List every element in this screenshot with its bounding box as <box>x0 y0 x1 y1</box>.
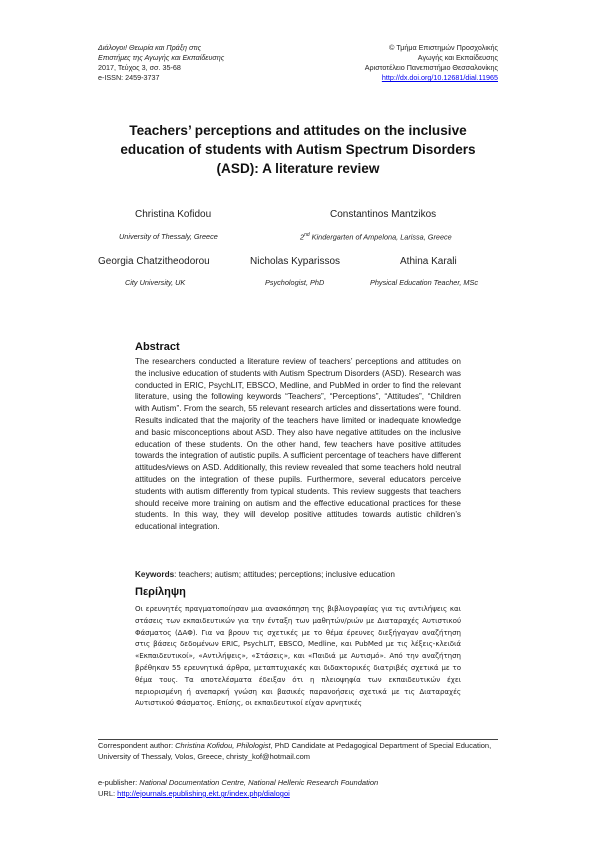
author-name: Nicholas Kyparissos <box>250 256 341 267</box>
author-affiliation: City University, UK <box>125 278 186 287</box>
author-name: Georgia Chatzitheodorou <box>98 256 210 267</box>
author-affiliation: University of Thessaly, Greece <box>119 232 218 241</box>
author-affiliation: Physical Education Teacher, MSc <box>370 278 479 287</box>
journal-header-right <box>365 43 498 83</box>
footnote-divider <box>98 739 498 740</box>
greek-abstract-text: Οι ερευνητές πραγματοποίησαν μια ανασκόπηση της βιβλιογραφίας για τις αντιλήψεις και στάσεις των εκπαιδευτικών για την ένταξη των μαθητών/ριών με Διαταραχές Αυτιστικού Φάσματος (ΔΑΦ). Για να βρουν τις σχετικές με το θέμα έρευνες διεξήγαγαν αναζήτηση στις βάσεις δεδομένων ERIC, PsychLIT, EBSCO, Medline, και PubMed με τις λέξεις-κλειδιά «Εκπαιδευτικοί», «Αντιλήψεις», «Στάσεις», και «Παιδιά με Αυτισμό». Από την αναζήτηση βρέθηκαν 55 ερευνητικά άρθρα, μεταπτυχιακές και διδακτορικές διατριβές σχετικά με το θέμα τους. Τα αποτελέσματα έδειξαν ότι η πλειοψηφία των εκπαιδευτικών έχει περιορισμένη ή ανεπαρκή γνώση και βασικές παρανοήσεις σχετικά με τις Διαταραχές Αυτιστικού Φάσματος. Επίσης, οι εκπαιδευτικοί είχαν αρνητικές <box>135 604 461 708</box>
paper-title <box>98 121 498 178</box>
url-note: URL: http://ejournals.epublishing.ekt.gr/index.php/dialogoi <box>98 789 290 798</box>
issn: e-ISSN: 2459-3737 <box>98 73 160 82</box>
keywords-label: Keywords <box>135 570 175 579</box>
author-name: Constantinos Mantzikos <box>330 209 437 220</box>
issue-info: 2017, Τεύχος 3, σσ. 35-68 <box>98 63 181 72</box>
journal-header-left <box>98 43 224 83</box>
author-name: Christina Kofidou <box>135 209 212 220</box>
journal-url-link[interactable]: http://ejournals.epublishing.ekt.gr/index.php/dialogoi <box>117 789 290 798</box>
doi-link[interactable]: http://dx.doi.org/10.12681/dial.11965 <box>381 73 498 82</box>
copyright-line1: © Τμήμα Επιστημών Προσχολικής <box>389 43 498 52</box>
greek-abstract-heading: Περίληψη <box>135 586 186 598</box>
abstract-heading: Abstract <box>135 341 180 353</box>
journal-name-line2: Επιστήμες της Αγωγής και Εκπαίδευσης <box>98 53 225 62</box>
abstract-text: The researchers conducted a literature review of teachers’ perceptions and attitudes on the inclusive education of students with Autism Spectrum Disorders (ASD). Research was conducted in ERIC, PsychLIT, EBSCO, Medline, and PubMed in order to find the relevant literature, using the following keywords “Teachers”, “Perceptions”, “Attitudes”, “Children with Autism”. From the search, 55 relevant research articles and dissertations were found. Results indicated that the majority of the teachers have limited or inadequate knowledge and basic misconceptions about ASD. They also have negative attitudes on the inclusive education of these students. On the other hand, few teachers have positive attitudes towards the integration of autistic pupils. A sufficient percentage of teachers have different attitudes/views on ASD. Additionally, this review revealed that some teachers hold neutral attitudes on the integration of these pupils. Furthermore, several educators perceive students with autism differently from typical students. This review suggests that teachers should receive more training on autism and the effective educational practices for these students. In this way, they will develop positive attitudes towards autistic children’s educational integration. <box>135 357 461 532</box>
keywords <box>135 569 461 581</box>
keywords-list: : teachers; autism; attitudes; perceptions; inclusive education <box>174 570 395 579</box>
university-line: Αριστοτέλειο Πανεπιστήμιο Θεσσαλονίκης <box>364 63 498 72</box>
title-line1: Teachers’ perceptions and attitudes on the inclusive <box>129 123 467 138</box>
author-name: Athina Karali <box>400 256 457 267</box>
author-affiliation: 2nd Kindergarten of Ampelona, Larissa, Greece <box>300 232 452 242</box>
title-line3: (ASD): A literature review <box>216 161 380 176</box>
journal-name-line1: Διάλογοι! Θεωρία και Πράξη στις <box>98 43 202 52</box>
title-line2: education of students with Autism Spectrum Disorders <box>120 142 476 157</box>
copyright-line2: Αγωγής και Εκπαίδευσης <box>417 53 498 62</box>
correspondence-note: Correspondent author: Christina Kofidou, Philologist, PhD Candidate at Pedagogical Department of Special Education, University of Thessaly, Volos, Greece, christy_kof@hotmail.com <box>98 741 492 761</box>
publisher-note: e-publisher: National Documentation Centre, National Hellenic Research Foundation <box>98 778 379 787</box>
author-affiliation: Psychologist, PhD <box>265 278 325 287</box>
